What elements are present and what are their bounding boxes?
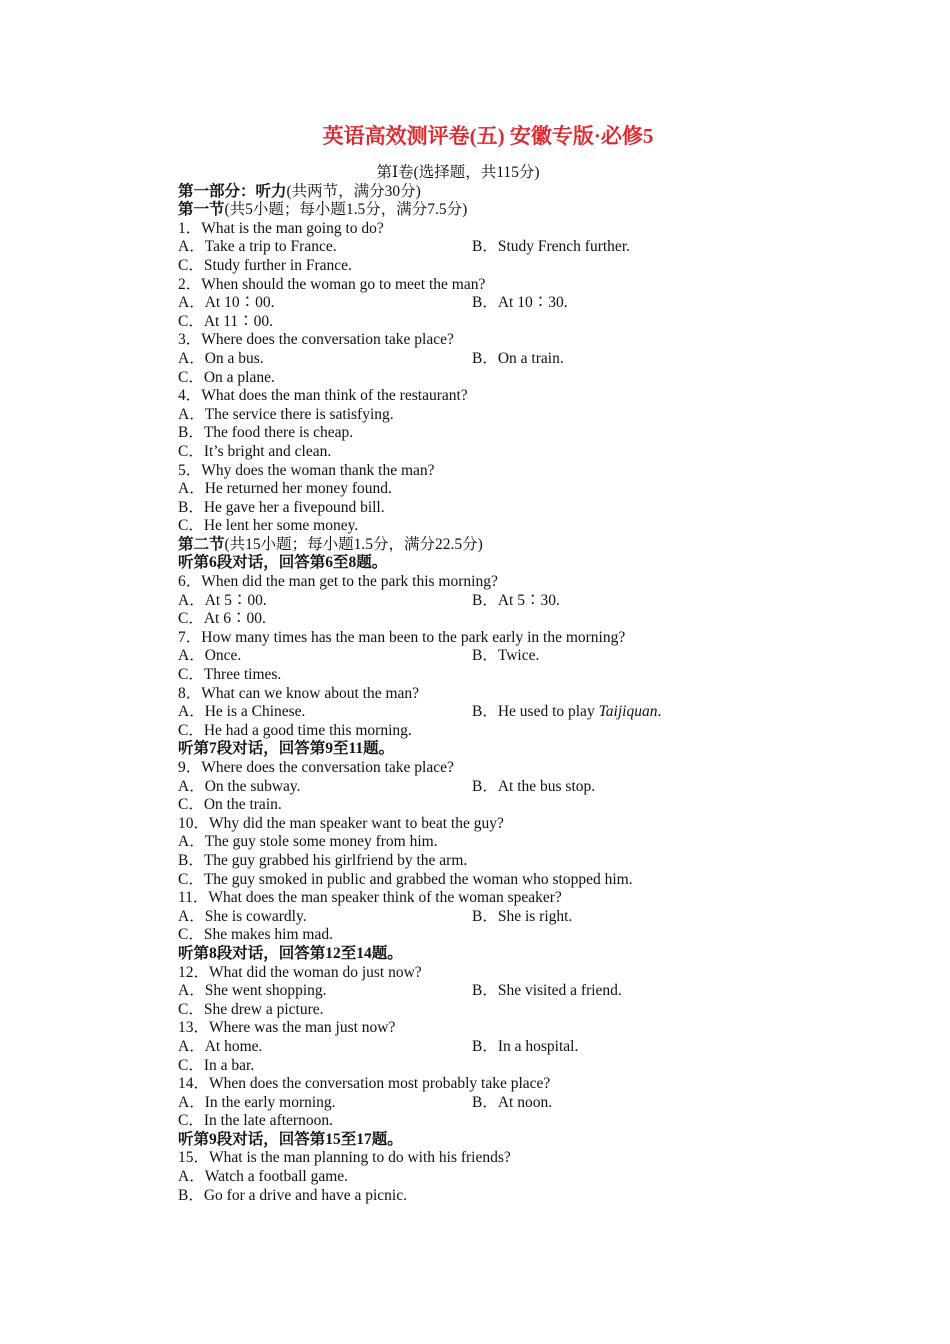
option-right-end: . — [657, 703, 662, 721]
text-line: C．On the train. — [178, 796, 282, 814]
option-right: B．At 5∶30. — [472, 591, 560, 609]
text-line: C．The guy smoked in public and grabbed the woman who stopped him. — [178, 870, 633, 888]
option-right — [472, 703, 661, 722]
text-line: C．He lent her some money. — [178, 517, 359, 535]
text-line: B．Go for a drive and have a picnic. — [178, 1186, 407, 1204]
option-left: A．At 10∶00. — [178, 294, 275, 312]
text-line: C．She drew a picture. — [178, 1000, 324, 1018]
option-left: A．Once. — [178, 647, 242, 665]
text-line: 3．Where does the conversation take place? — [178, 331, 454, 349]
section-heading-label: 第一节 — [178, 201, 225, 219]
text-line: C．She makes him mad. — [178, 926, 333, 944]
document-body — [178, 164, 738, 1205]
text-line: C．At 6∶00. — [178, 610, 266, 628]
text-line: 8．What can we know about the man? — [178, 684, 420, 702]
option-right: B．She is right. — [472, 907, 573, 925]
text-line: B．He gave her a fivepound bill. — [178, 498, 385, 516]
text-line: 15．What is the man planning to do with his friends? — [178, 1149, 511, 1167]
option-pair — [178, 592, 738, 611]
text-line: 2．When should the woman go to meet the man? — [178, 275, 486, 293]
text-line: A．The service there is satisfying. — [178, 405, 394, 423]
section-heading-label: 第一部分：听力 — [178, 182, 287, 200]
section-heading-detail: (共15小题；每小题1.5分，满分22.5分) — [224, 535, 483, 553]
section-heading — [178, 536, 738, 555]
option-right-italic: Taijiquan — [598, 703, 658, 721]
text-line: C．It’s bright and clean. — [178, 442, 332, 460]
option-pair — [178, 1038, 738, 1057]
text-line: A．He returned her money found. — [178, 480, 392, 498]
exam-document — [178, 120, 738, 1205]
text-line: 10．Why did the man speaker want to beat the guy? — [178, 814, 504, 832]
text-line: C．Three times. — [178, 666, 282, 684]
volume-heading: 第Ⅰ卷(选择题，共115分) — [376, 164, 540, 181]
option-pair — [178, 294, 738, 313]
text-line: C．In a bar. — [178, 1056, 255, 1074]
option-left: A．On a bus. — [178, 349, 264, 367]
text-line: 14．When does the conversation most probably take place? — [178, 1075, 551, 1093]
text-line: 5．Why does the woman thank the man? — [178, 461, 435, 479]
text-line: 4．What does the man think of the restaurant? — [178, 387, 468, 405]
text-line: B．The food there is cheap. — [178, 424, 354, 442]
text-line: 9．Where does the conversation take place? — [178, 759, 454, 776]
section-heading-label: 第二节 — [178, 535, 225, 553]
text-line: 1．What is the man going to do? — [178, 219, 384, 237]
option-pair — [178, 982, 738, 1001]
text-line: 6．When did the man get to the park this morning? — [178, 573, 498, 591]
option-left: A．At 5∶00. — [178, 591, 267, 609]
text-line: A．The guy stole some money from him. — [178, 833, 438, 851]
dialogue-instruction: 听第6段对话，回答第6至8题。 — [178, 554, 388, 572]
section-heading-detail: (共两节，满分30分) — [286, 182, 421, 200]
text-line: B．The guy grabbed his girlfriend by the arm. — [178, 851, 468, 869]
option-left: A．In the early morning. — [178, 1093, 336, 1111]
text-line: C．Study further in France. — [178, 256, 352, 274]
option-right: B．At the bus stop. — [472, 777, 596, 795]
option-pair — [178, 908, 738, 927]
option-pair — [178, 647, 738, 666]
section-heading-detail: (共5小题；每小题1.5分，满分7.5分) — [224, 201, 468, 219]
option-pair — [178, 703, 738, 722]
text-line: 7．How many times has the man been to the park early in the morning? — [178, 628, 626, 646]
option-right-text: B．He used to play — [472, 703, 599, 721]
document-title: 英语高效测评卷(五) 安徽专版·必修5 — [322, 124, 654, 148]
option-right: B．Study French further. — [472, 238, 630, 256]
text-line: C．At 11∶00. — [178, 312, 274, 330]
option-left: A．At home. — [178, 1037, 263, 1055]
option-right: B．At noon. — [472, 1093, 553, 1111]
text-line: 13．Where was the man just now? — [178, 1019, 396, 1037]
dialogue-instruction: 听第8段对话，回答第12至14题。 — [178, 944, 403, 962]
text-line: C．On a plane. — [178, 368, 275, 386]
section-heading — [178, 183, 738, 202]
dialogue-instruction: 听第9段对话，回答第15至17题。 — [178, 1130, 403, 1148]
option-right: B．On a train. — [472, 349, 564, 367]
text-line: C．He had a good time this morning. — [178, 721, 412, 739]
option-right: B．At 10∶30. — [472, 294, 568, 312]
option-left: A．Take a trip to France. — [178, 238, 337, 256]
option-left: A．She went shopping. — [178, 982, 327, 1000]
option-pair — [178, 350, 738, 369]
text-line: A．Watch a football game. — [178, 1168, 349, 1186]
option-left: A．He is a Chinese. — [178, 703, 306, 721]
option-left: A．She is cowardly. — [178, 907, 307, 925]
option-left: A．On the subway. — [178, 777, 301, 795]
option-right: B．Twice. — [472, 647, 540, 665]
section-heading — [178, 201, 738, 220]
option-pair — [178, 1094, 738, 1113]
text-line: C．In the late afternoon. — [178, 1112, 333, 1130]
text-line: 11．What does the man speaker think of the woman speaker? — [178, 889, 562, 907]
option-right: B．In a hospital. — [472, 1037, 579, 1055]
dialogue-instruction: 听第7段对话，回答第9至11题。 — [178, 740, 395, 758]
option-right: B．She visited a friend. — [472, 982, 622, 1000]
option-pair — [178, 778, 738, 797]
option-pair — [178, 238, 738, 257]
text-line: 12．What did the woman do just now? — [178, 963, 422, 981]
